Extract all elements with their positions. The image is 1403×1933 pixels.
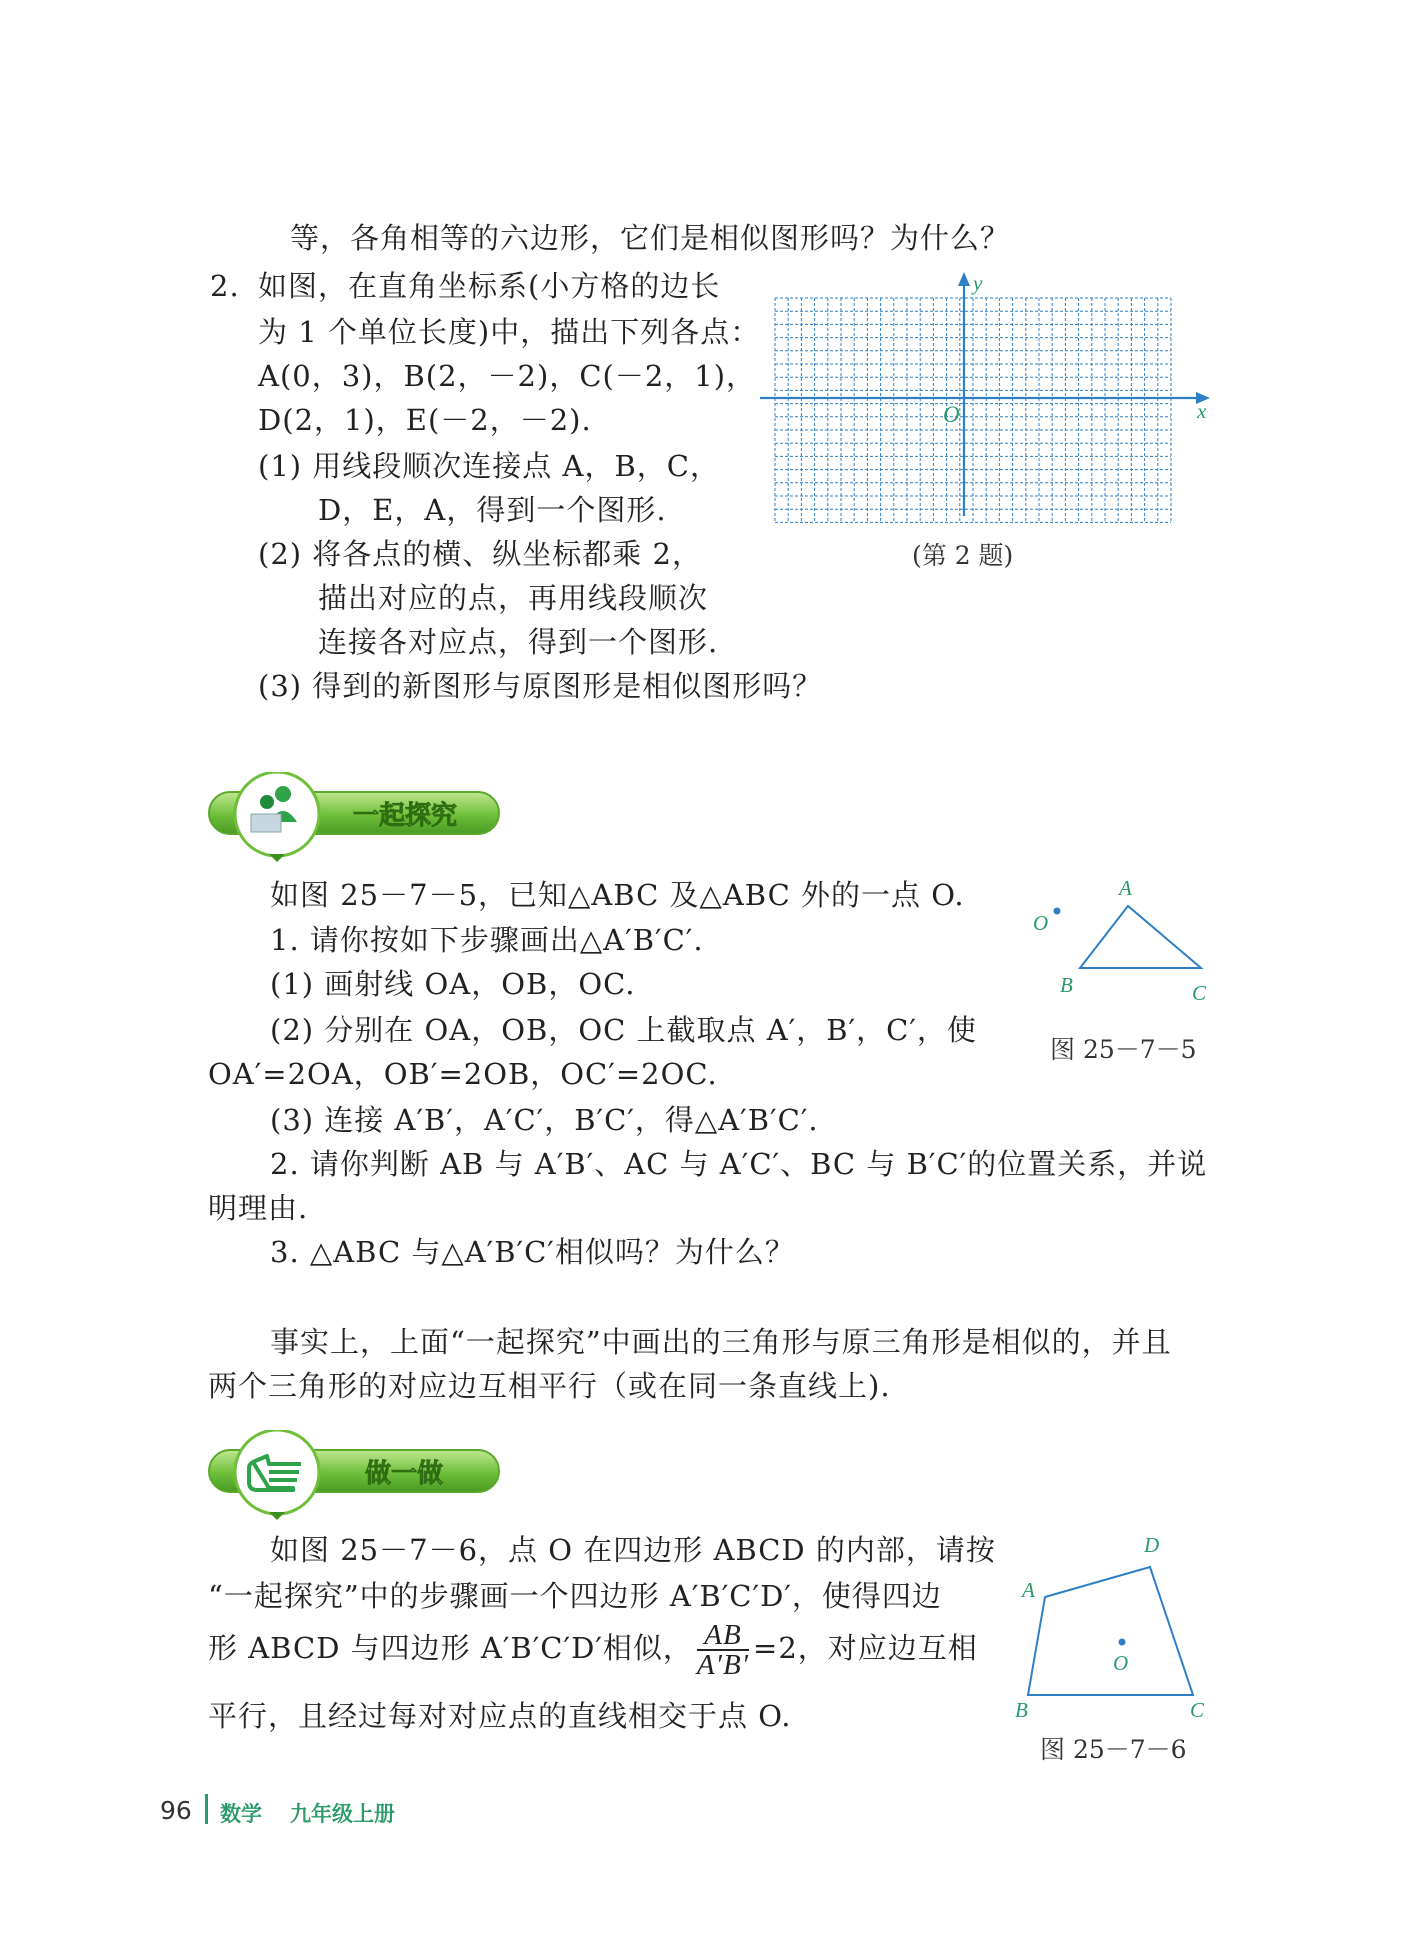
point-o — [1119, 1639, 1126, 1646]
doit-banner — [205, 1430, 505, 1522]
figure-caption-problem2: (第 2 题) — [912, 541, 1014, 570]
summary-line2: 两个三角形的对应边互相平行（或在同一条直线上). — [208, 1369, 891, 1403]
doit-line3-pre: 形 ABCD 与四边形 A′B′C′D′相似， — [208, 1631, 693, 1665]
quadrilateral-abcd — [1028, 1567, 1193, 1695]
problem2-points-line1: A(0，3)，B(2，－2)，C(－2，1)， — [258, 359, 757, 393]
fraction-denominator: A′B′ — [696, 1649, 750, 1681]
label-a: A — [1119, 876, 1132, 900]
problem2-intro-line1: 如图，在直角坐标系(小方格的边长 — [258, 269, 721, 303]
problem2-intro-line2: 为 1 个单位长度)中，描出下列各点： — [258, 315, 761, 349]
problem2-step3: (3) 得到的新图形与原图形是相似图形吗？ — [258, 669, 823, 703]
figure-25-7-5 — [1020, 870, 1225, 1015]
problem1-tail: 等，各角相等的六边形，它们是相似图形吗？为什么？ — [290, 221, 1011, 255]
figure-25-7-6 — [1010, 1520, 1225, 1720]
figure-caption-25-7-5: 图 25－7－5 — [1050, 1035, 1197, 1064]
y-axis-arrow — [958, 272, 970, 286]
triangle-abc — [1080, 906, 1201, 968]
label-b: B — [1015, 1698, 1028, 1720]
label-c: C — [1190, 1698, 1205, 1720]
axis-x-label: x — [1197, 399, 1207, 423]
problem2-points-line2: D(2，1)，E(－2，－2). — [258, 403, 592, 437]
problem2-step2-line2: 描出对应的点，再用线段顺次 — [318, 581, 709, 615]
doit-line4: 平行，且经过每对对应点的直线相交于点 O. — [208, 1699, 792, 1733]
summary-line1: 事实上，上面“一起探究”中画出的三角形与原三角形是相似的，并且 — [270, 1325, 1172, 1359]
problem2-step1-line1: (1) 用线段顺次连接点 A，B，C， — [258, 449, 720, 483]
problem2-step2-line3: 连接各对应点，得到一个图形. — [318, 625, 719, 659]
doit-line1: 如图 25－7－6，点 O 在四边形 ABCD 的内部，请按 — [270, 1533, 996, 1567]
explore-item1: 1. 请你按如下步骤画出△A′B′C′. — [270, 923, 704, 957]
grid-lines — [775, 298, 1171, 522]
label-a: A — [1022, 1578, 1035, 1602]
page-number: 96 — [160, 1796, 192, 1825]
explore-item2-line1: 2. 请你判断 AB 与 A′B′、AC 与 A′C′、BC 与 B′C′的位置关系，并说 — [270, 1147, 1208, 1181]
explore-item1-step2-line1: (2) 分别在 OA，OB，OC 上截取点 A′，B′，C′，使 — [270, 1013, 977, 1047]
figure-caption-25-7-6: 图 25－7－6 — [1040, 1735, 1187, 1764]
label-o: O — [1033, 911, 1049, 935]
explore-item1-step3: (3) 连接 A′B′，A′C′，B′C′，得△A′B′C′. — [270, 1103, 819, 1137]
doit-line3 — [208, 1618, 978, 1679]
explore-item2-line2: 明理由. — [208, 1191, 309, 1225]
book-subject: 数学 — [220, 1802, 262, 1826]
label-d: D — [1144, 1533, 1160, 1557]
doit-line2: “一起探究”中的步骤画一个四边形 A′B′C′D′，使得四边 — [208, 1579, 942, 1613]
explore-banner-label: 一起探究 — [353, 801, 458, 831]
origin-label: O — [943, 402, 960, 427]
explore-item3: 3. △ABC 与△A′B′C′相似吗？为什么？ — [270, 1235, 795, 1269]
footer-divider — [205, 1794, 208, 1824]
point-o — [1054, 908, 1061, 915]
problem2-step1-line2: D，E，A，得到一个图形. — [318, 493, 667, 527]
problem2-step2-line1: (2) 将各点的横、纵坐标都乘 2， — [258, 537, 702, 571]
doit-line3-post: =2，对应边互相 — [753, 1631, 978, 1665]
fraction-numerator: AB — [697, 1621, 749, 1651]
book-grade: 九年级上册 — [290, 1802, 395, 1826]
ratio-fraction — [697, 1621, 749, 1679]
explore-item1-step1: (1) 画射线 OA，OB，OC. — [270, 967, 636, 1001]
label-c: C — [1192, 981, 1207, 1005]
coordinate-grid-figure — [755, 268, 1215, 528]
problem2-number: 2. — [210, 269, 240, 303]
explore-banner — [205, 772, 505, 864]
label-o: O — [1113, 1651, 1129, 1675]
label-b: B — [1060, 973, 1073, 997]
explore-intro: 如图 25－7－5，已知△ABC 及△ABC 外的一点 O. — [270, 878, 965, 912]
axis-y-label: y — [973, 271, 983, 295]
explore-item1-step2-line2: OA′=2OA，OB′=2OB，OC′=2OC. — [208, 1057, 718, 1091]
doit-banner-label: 做一做 — [365, 1459, 444, 1489]
